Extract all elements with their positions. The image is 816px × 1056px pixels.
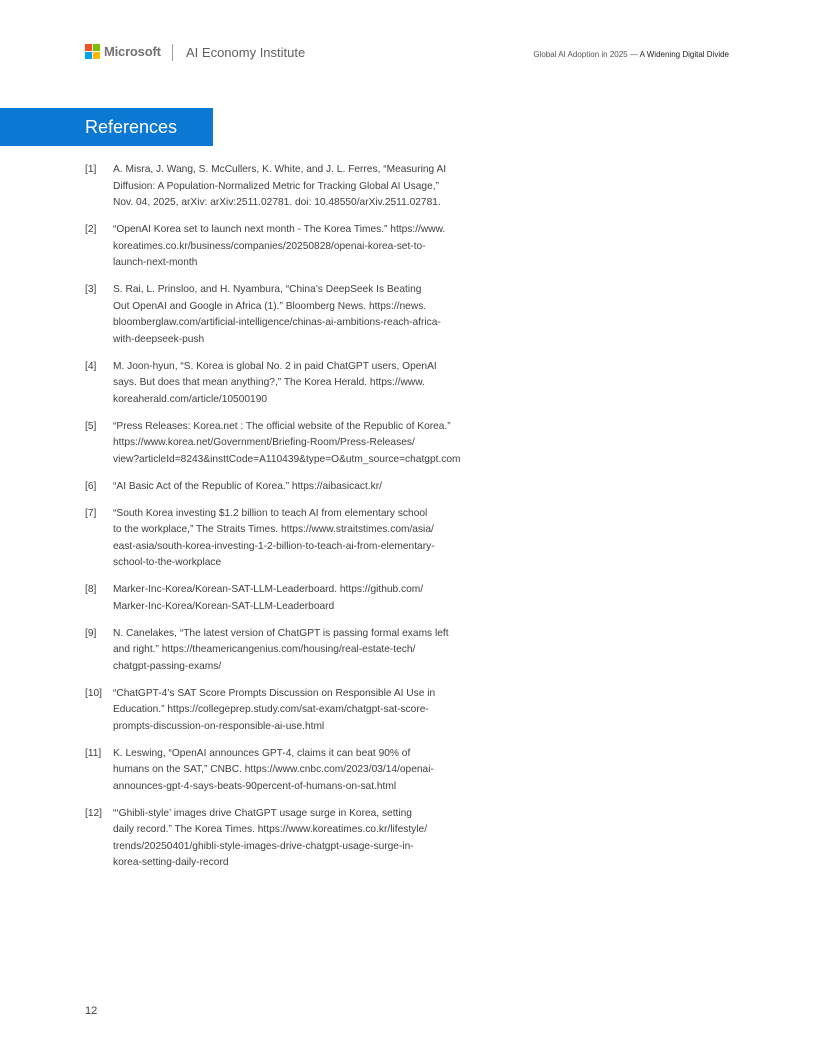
reference-line: prompts-discussion-on-responsible-ai-use.html <box>113 720 325 732</box>
reference-line: humans on the SAT,” CNBC. https://www.cnbc.com/2023/03/14/openai- <box>113 764 434 775</box>
reference-line: “‘Ghibli-style’ images drive ChatGPT usage surge in Korea, setting <box>113 807 412 819</box>
reference-line: K. Leswing, “OpenAI announces GPT-4, claims it can beat 90% of <box>113 747 411 759</box>
reference-line: announces-gpt-4-says-beats-90percent-of-humans-on-sat.html <box>113 780 397 792</box>
reference-line: to the workplace,” The Straits Times. https://www.straitstimes.com/asia/ <box>113 524 434 535</box>
reference-text <box>113 479 510 496</box>
reference-line: S. Rai, L. Prinsloo, and H. Nyambura, “China’s DeepSeek Is Beating <box>113 284 422 295</box>
reference-line: daily record.” The Korea Times. https://www.koreatimes.co.kr/lifestyle/ <box>113 824 428 835</box>
reference-text <box>113 582 510 615</box>
reference-item <box>85 222 510 272</box>
reference-line: Marker-Inc-Korea/Korean-SAT-LLM-Leaderboard. https://github.com/ <box>113 584 424 595</box>
reference-text <box>113 626 510 676</box>
reference-number: [7] <box>85 507 97 519</box>
reference-number: [10] <box>85 687 102 699</box>
reference-text <box>113 746 510 796</box>
reference-number: [9] <box>85 627 97 639</box>
logo-blue-square <box>85 52 92 59</box>
reference-number: [5] <box>85 420 97 432</box>
reference-item <box>85 806 510 872</box>
reference-text <box>113 686 510 736</box>
brand-divider <box>172 44 173 61</box>
reference-line: Nov. 04, 2025, arXiv: arXiv:2511.02781. doi: 10.48550/arXiv.2511.02781. <box>113 197 441 208</box>
reference-text <box>113 506 510 572</box>
section-title: References <box>0 108 213 146</box>
reference-text <box>113 282 510 348</box>
reference-item <box>85 506 510 572</box>
reference-line: “South Korea investing $1.2 billion to teach AI from elementary school <box>113 507 428 519</box>
reference-line: N. Canelakes, “The latest version of ChatGPT is passing formal exams left <box>113 627 449 639</box>
reference-line: “OpenAI Korea set to launch next month - The Korea Times.” https://www. <box>113 224 446 235</box>
reference-number: [4] <box>85 360 97 372</box>
reference-item <box>85 162 510 212</box>
reference-line: “AI Basic Act of the Republic of Korea.” https://aibasicact.kr/ <box>113 480 382 492</box>
reference-item <box>85 282 510 348</box>
reference-item <box>85 359 510 409</box>
reference-text <box>113 419 510 469</box>
reference-line: and right.” https://theamericangenius.com/housing/real-estate-tech/ <box>113 644 416 655</box>
reference-line: “Press Releases: Korea.net : The official website of the Republic of Korea.” <box>113 420 451 432</box>
reference-text <box>113 162 510 212</box>
reference-number: [12] <box>85 807 102 819</box>
reference-line: bloomberglaw.com/artificial-intelligence/chinas-ai-ambitions-reach-africa- <box>113 317 441 328</box>
reference-list <box>85 162 510 882</box>
reference-text <box>113 222 510 272</box>
reference-line: chatgpt-passing-exams/ <box>113 660 222 672</box>
reference-line: korea-setting-daily-record <box>113 857 229 868</box>
reference-line: launch-next-month <box>113 257 198 268</box>
reference-item <box>85 479 510 496</box>
logo-yellow-square <box>93 52 100 59</box>
reference-number: [3] <box>85 284 97 295</box>
reference-line: “ChatGPT-4’s SAT Score Prompts Discussion on Responsible AI Use in <box>113 687 436 699</box>
reference-item <box>85 582 510 615</box>
reference-number: [11] <box>85 747 102 759</box>
reference-line: koreaherald.com/article/10500190 <box>113 393 268 405</box>
reference-number: [1] <box>85 164 97 175</box>
microsoft-windows-logo-icon <box>85 44 100 59</box>
report-title <box>533 50 729 59</box>
reference-item <box>85 746 510 796</box>
report-title-prefix: Global AI Adoption in 2025 — <box>533 50 640 59</box>
page-number: 12 <box>85 1005 98 1017</box>
institute-name: AI Economy Institute <box>186 45 306 60</box>
reference-line: view?articleId=8243&insttCode=A110439&type=O&utm_source=chatgpt.com <box>113 453 461 465</box>
brand-name: Microsoft <box>104 44 161 59</box>
reference-item <box>85 419 510 469</box>
reference-number: [6] <box>85 480 97 492</box>
reference-line: trends/20250401/ghibli-style-images-drive-chatgpt-usage-surge-in- <box>113 840 414 852</box>
reference-text <box>113 806 510 872</box>
reference-line: with-deepseek-push <box>113 333 205 345</box>
reference-line: Education.” https://collegeprep.study.com/sat-exam/chatgpt-sat-score- <box>113 704 429 715</box>
reference-line: Marker-Inc-Korea/Korean-SAT-LLM-Leaderboard <box>113 600 335 612</box>
reference-line: A. Misra, J. Wang, S. McCullers, K. White, and J. L. Ferres, “Measuring AI <box>113 164 447 175</box>
reference-number: [2] <box>85 224 97 235</box>
microsoft-logo <box>85 44 161 59</box>
report-title-emphasis: A Widening Digital Divide <box>639 50 729 59</box>
reference-line: koreatimes.co.kr/business/companies/20250828/openai-korea-set-to- <box>113 240 426 252</box>
reference-line: Out OpenAI and Google in Africa (1).” Bloomberg News. https://news. <box>113 300 427 312</box>
reference-line: M. Joon-hyun, “S. Korea is global No. 2 in paid ChatGPT users, OpenAI <box>113 360 437 372</box>
page-header <box>0 0 816 80</box>
logo-green-square <box>93 44 100 51</box>
reference-line: east-asia/south-korea-investing-1-2-billion-to-teach-ai-from-elementary- <box>113 540 435 552</box>
reference-text <box>113 359 510 409</box>
reference-item <box>85 686 510 736</box>
reference-line: https://www.korea.net/Government/Briefing-Room/Press-Releases/ <box>113 437 415 448</box>
reference-line: Diffusion: A Population-Normalized Metric for Tracking Global AI Usage,” <box>113 180 439 192</box>
reference-item <box>85 626 510 676</box>
reference-line: says. But does that mean anything?,” The Korea Herald. https://www. <box>113 377 425 388</box>
logo-red-square <box>85 44 92 51</box>
reference-number: [8] <box>85 584 97 595</box>
reference-line: school-to-the-workplace <box>113 557 222 568</box>
